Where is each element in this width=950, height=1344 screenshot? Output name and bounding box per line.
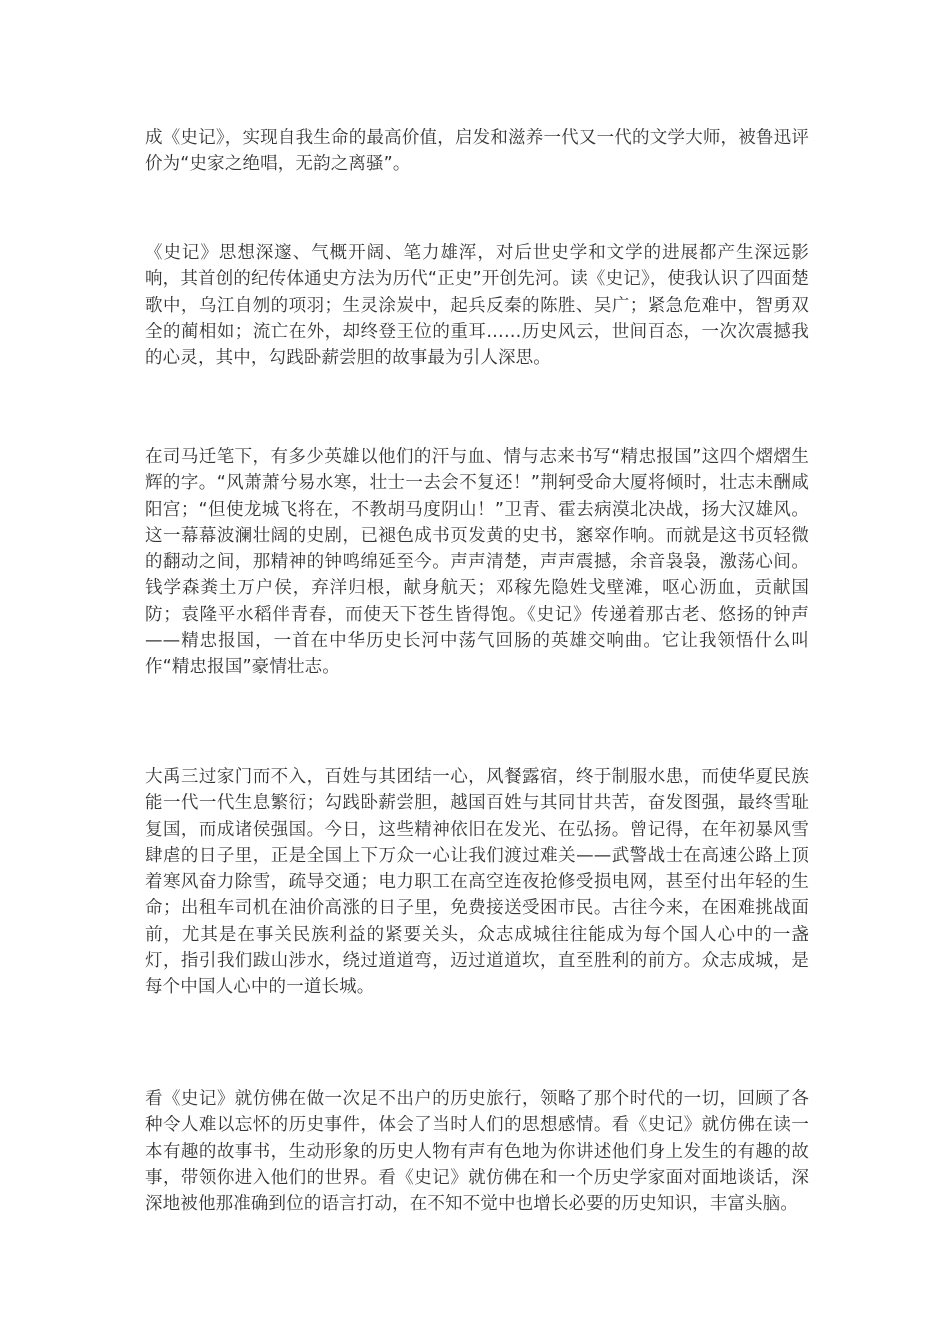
paragraph-4: 大禹三过家门而不入，百姓与其团结一心，风餐露宿，终于制服水患，而使华夏民族能一代一代生息繁衍；勾践卧薪尝胆，越国百姓与其同甘共苦，奋发图强，最终雪耻复国，而成诸侯强国。今日，这些精神依旧在发光、在弘扬。曾记得，在年初暴风雪肆虐的日子里，正是全国上下万众一心让我们渡过难关——武警战士在高速公路上顶着寒风奋力除雪，疏导交通；电力职工在高空连夜抢修受损电网，甚至付出年轻的生命；出租车司机在油价高涨的日子里，免费接送受困市民。古往今来，在困难挑战面前，尤其是在事关民族利益的紧要关头，众志成城往往能成为每个国人心中的一盏灯，指引我们跋山涉水，绕过道道弯，迈过道道坎，直至胜利的前方。众志成城，是每个中国人心中的一道长城。 xyxy=(145,767,809,998)
paragraph-5: 看《史记》就仿佛在做一次足不出户的历史旅行，领略了那个时代的一切，回顾了各种令人难以忘怀的历史事件，体会了当时人们的思想感情。看《史记》就仿佛在读一本有趣的故事书，生动形象的历史人物有声有色地为你讲述他们身上发生的有趣的故事，带领你进入他们的世界。看《史记》就仿佛在和一个历史学家面对面地谈话，深深地被他那准确到位的语言打动，在不知不觉中也增长必要的历史知识，丰富头脑。 xyxy=(145,1089,809,1215)
paragraph-3: 在司马迁笔下，有多少英雄以他们的汗与血、情与志来书写“精忠报国”这四个熠熠生辉的字。“风萧萧兮易水寒，壮士一去会不复还！”荆轲受命大厦将倾时，壮志未酬咸阳宫；“但使龙城飞将在，不教胡马度阴山！”卫青、霍去病漠北决战，扬大汉雄风。这一幕幕波澜壮阔的史剧，已褪色成书页发黄的史书，窸窣作响。而就是这书页轻微的翻动之间，那精神的钟鸣绵延至今。声声清楚，声声震撼，余音袅袅，激荡心间。钱学森粪土万户侯，弃洋归根，献身航天；邓稼先隐姓戈壁滩，呕心沥血，贡献国防；袁隆平水稻伴青春，而使天下苍生皆得饱。《史记》传递着那古老、悠扬的钟声——精忠报国，一首在中华历史长河中荡气回肠的英雄交响曲。它让我领悟什么叫作“精忠报国”豪情壮志。 xyxy=(145,447,809,678)
paragraph-1: 成《史记》，实现自我生命的最高价值，启发和滋养一代又一代的文学大师，被鲁迅评价为“史家之绝唱，无韵之离骚”。 xyxy=(145,128,809,175)
paragraph-2: 《史记》思想深邃、气概开阔、笔力雄浑，对后世史学和文学的进展都产生深远影响，其首创的纪传体通史方法为历代“正史”开创先河。读《史记》，使我认识了四面楚歌中，乌江自刎的项羽；生灵涂炭中，起兵反秦的陈胜、吴广；紧急危难中，智勇双全的蔺相如；流亡在外，却终登王位的重耳……历史风云，世间百态，一次次震撼我的心灵，其中，勾践卧薪尝胆的故事最为引人深思。 xyxy=(145,243,809,369)
